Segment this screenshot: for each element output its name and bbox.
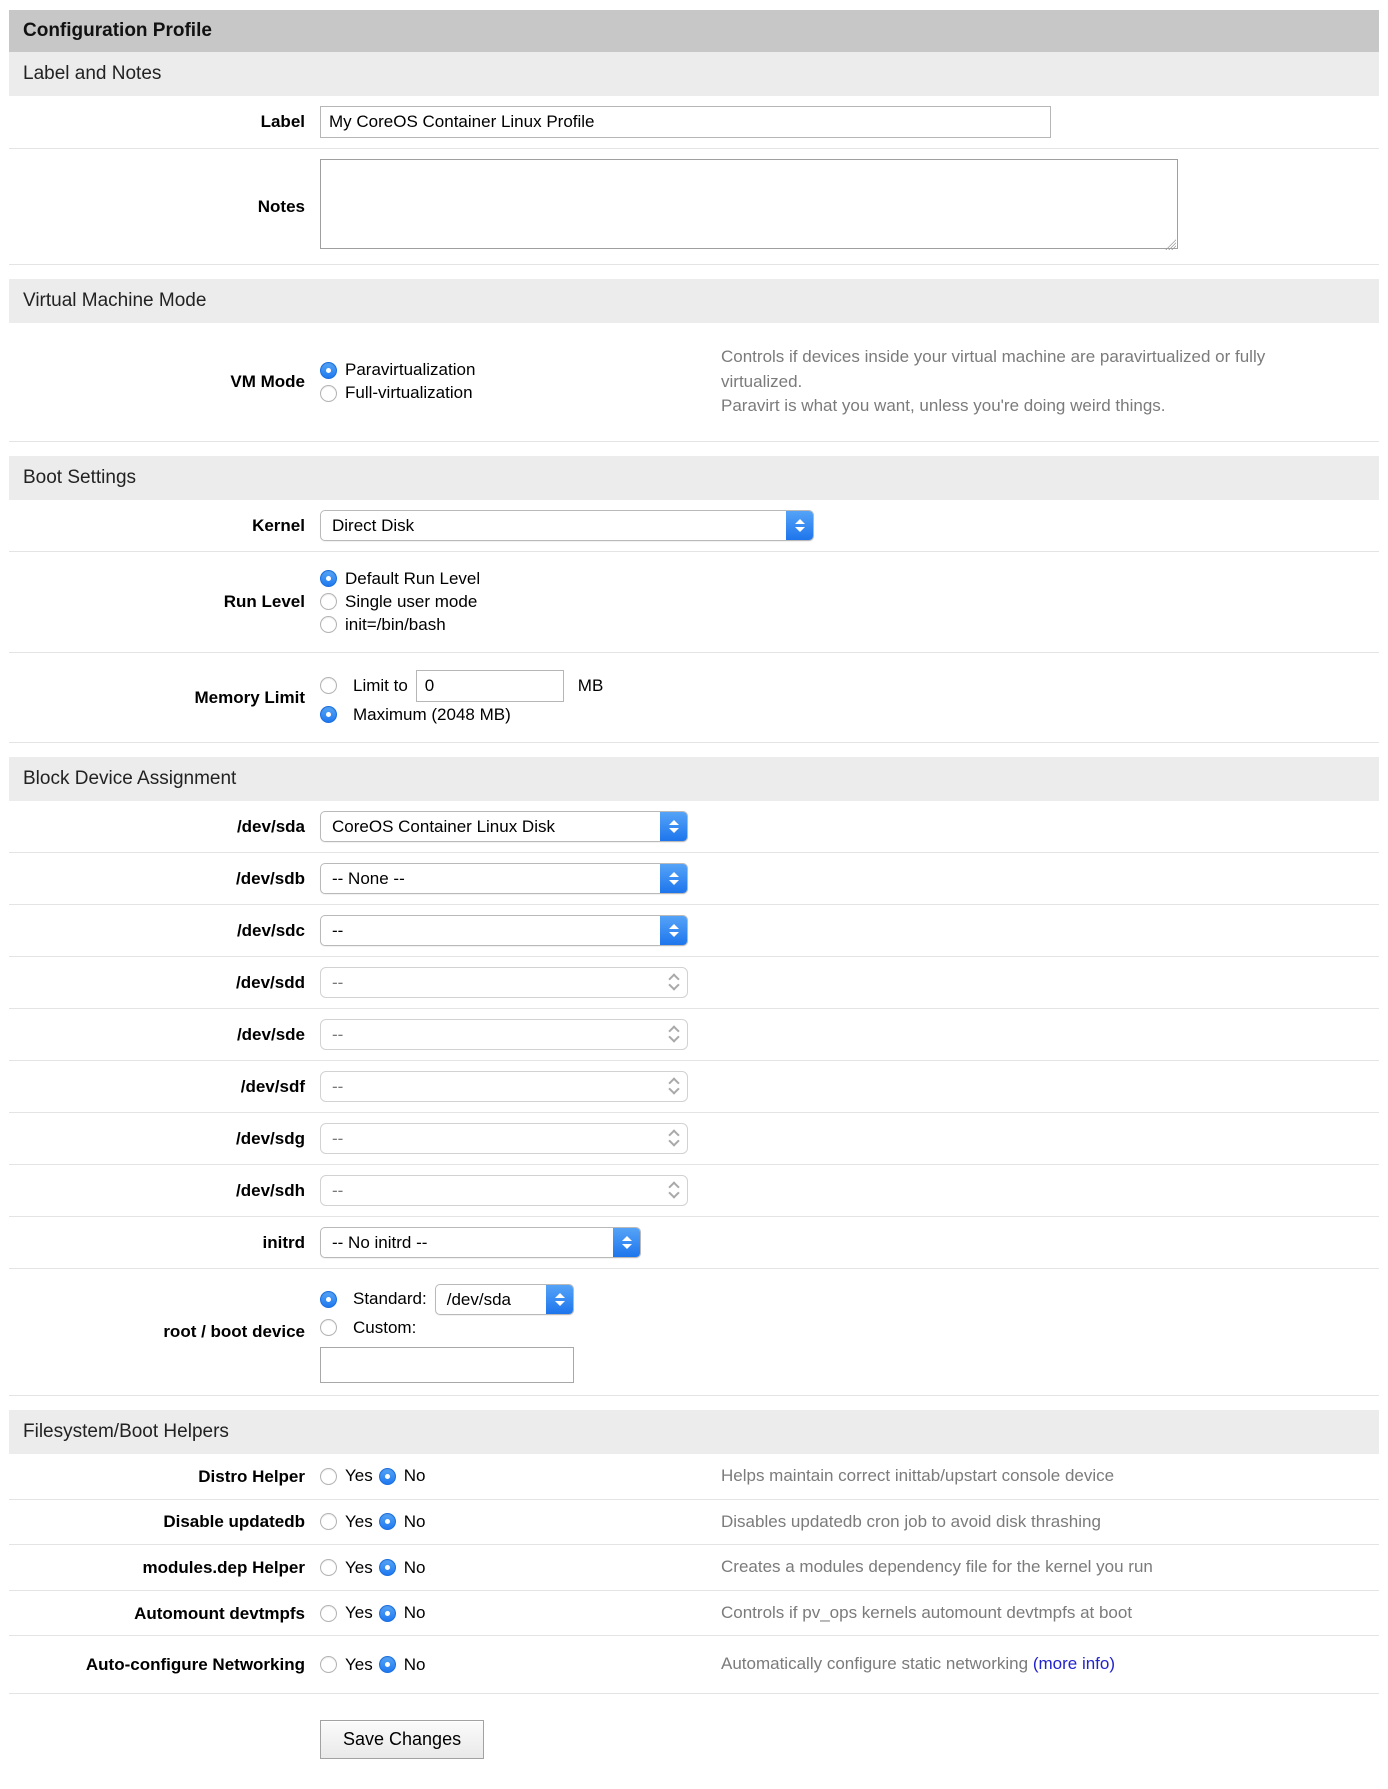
root-boot-device-label: root / boot device xyxy=(163,1322,305,1342)
no-label: No xyxy=(403,1603,426,1623)
automount-yes-radio[interactable] xyxy=(320,1605,337,1622)
label-row xyxy=(9,96,1379,149)
disable-updatedb-row xyxy=(9,1500,1379,1546)
label-field-label: Label xyxy=(260,112,305,132)
maximum-memory-label: Maximum (2048 MB) xyxy=(353,704,511,724)
no-label: No xyxy=(403,1557,426,1577)
device-row-sdh xyxy=(9,1165,1379,1217)
page-title: Configuration Profile xyxy=(9,10,1379,52)
device-row-sdb xyxy=(9,853,1379,905)
disable-updatedb-yes-radio[interactable] xyxy=(320,1513,337,1530)
kernel-label: Kernel xyxy=(252,515,305,535)
standard-root-select-value: /dev/sda xyxy=(446,1289,511,1309)
section-title-vm-mode: Virtual Machine Mode xyxy=(9,279,1379,323)
section-title-boot-settings: Boot Settings xyxy=(9,456,1379,500)
notes-field-label: Notes xyxy=(257,196,305,216)
dev-sdb-select[interactable] xyxy=(320,863,688,894)
distro-helper-yes-radio[interactable] xyxy=(320,1468,337,1485)
save-bar xyxy=(9,1720,1379,1759)
section-title-helpers: Filesystem/Boot Helpers xyxy=(9,1410,1379,1454)
dev-sdg-select[interactable] xyxy=(320,1123,688,1154)
dev-sda-select-value: CoreOS Container Linux Disk xyxy=(332,816,555,836)
disable-updatedb-no-radio[interactable] xyxy=(379,1513,396,1530)
custom-root-radio[interactable] xyxy=(320,1319,337,1336)
automount-devtmpfs-label: Automount devtmpfs xyxy=(134,1603,305,1623)
auto-configure-networking-label: Auto-configure Networking xyxy=(85,1655,305,1675)
section-title-label-and-notes: Label and Notes xyxy=(9,52,1379,96)
default-run-level-label: Default Run Level xyxy=(345,568,481,588)
dev-sde-label: /dev/sde xyxy=(236,1024,305,1044)
root-boot-device-row xyxy=(9,1269,1379,1396)
section-block-devices xyxy=(9,757,1379,1396)
dev-sdc-label: /dev/sdc xyxy=(236,920,305,940)
paravirtualization-label: Paravirtualization xyxy=(345,360,476,380)
distro-helper-row xyxy=(9,1454,1379,1500)
full-virtualization-label: Full-virtualization xyxy=(345,383,473,403)
memory-unit-label: MB xyxy=(577,675,604,695)
save-changes-button[interactable]: Save Changes xyxy=(320,1720,484,1759)
select-arrows-icon xyxy=(670,1020,678,1049)
select-arrows-icon xyxy=(660,863,688,894)
dev-sde-select[interactable] xyxy=(320,1019,688,1050)
init-bin-bash-label: init=/bin/bash xyxy=(345,614,446,634)
select-arrows-icon xyxy=(786,510,814,541)
no-label: No xyxy=(403,1466,426,1486)
auto-configure-no-radio[interactable] xyxy=(379,1656,396,1673)
custom-root-input[interactable] xyxy=(320,1347,574,1383)
dev-sdd-select-value: -- xyxy=(332,972,344,992)
single-user-mode-label: Single user mode xyxy=(345,591,478,611)
vm-mode-help-line2: Paravirt is what you want, unless you're doing weird things. xyxy=(721,396,1166,416)
dev-sdc-select-value: -- xyxy=(332,920,344,940)
vm-mode-label: VM Mode xyxy=(230,372,305,392)
custom-root-label: Custom: xyxy=(353,1317,417,1337)
select-arrows-icon xyxy=(670,968,678,997)
limit-to-label: Limit to xyxy=(353,675,408,695)
select-arrows-icon xyxy=(546,1284,574,1315)
more-info-link[interactable]: (more info) xyxy=(1032,1654,1116,1674)
distro-helper-help: Helps maintain correct inittab/upstart console device xyxy=(721,1465,1115,1485)
modules-dep-yes-radio[interactable] xyxy=(320,1559,337,1576)
initrd-select-value: -- No initrd -- xyxy=(332,1232,428,1252)
select-arrows-icon xyxy=(660,811,688,842)
standard-root-label: Standard: xyxy=(353,1289,427,1309)
section-boot-settings xyxy=(9,456,1379,743)
run-level-label: Run Level xyxy=(223,592,305,612)
section-title-block-devices: Block Device Assignment xyxy=(9,757,1379,801)
memory-limit-label: Memory Limit xyxy=(194,687,305,707)
modules-dep-helper-label: modules.dep Helper xyxy=(142,1557,305,1577)
modules-dep-helper-row xyxy=(9,1545,1379,1591)
yes-label: Yes xyxy=(345,1603,373,1623)
dev-sdb-label: /dev/sdb xyxy=(236,868,305,888)
select-arrows-icon xyxy=(660,915,688,946)
select-arrows-icon xyxy=(670,1176,678,1205)
standard-root-radio[interactable] xyxy=(320,1291,337,1308)
default-run-level-radio[interactable] xyxy=(320,570,337,587)
dev-sdf-label: /dev/sdf xyxy=(240,1076,305,1096)
paravirtualization-radio[interactable] xyxy=(320,362,337,379)
notes-row xyxy=(9,149,1379,265)
select-arrows-icon xyxy=(670,1124,678,1153)
dev-sdh-label: /dev/sdh xyxy=(236,1180,305,1200)
memory-limit-row xyxy=(9,653,1379,743)
dev-sdh-select[interactable] xyxy=(320,1175,688,1206)
distro-helper-no-radio[interactable] xyxy=(379,1468,396,1485)
dev-sdg-label: /dev/sdg xyxy=(236,1128,305,1148)
modules-dep-help: Creates a modules dependency file for the kernel you run xyxy=(721,1557,1153,1577)
yes-label: Yes xyxy=(345,1511,373,1531)
dev-sdh-select-value: -- xyxy=(332,1180,344,1200)
device-row-sdd xyxy=(9,957,1379,1009)
standard-root-select[interactable] xyxy=(435,1284,574,1315)
dev-sdb-select-value: -- None -- xyxy=(332,868,405,888)
dev-sda-label: /dev/sda xyxy=(236,816,305,836)
auto-configure-yes-radio[interactable] xyxy=(320,1656,337,1673)
automount-devtmpfs-help: Controls if pv_ops kernels automount devtmpfs at boot xyxy=(721,1602,1133,1622)
dev-sdg-select-value: -- xyxy=(332,1128,344,1148)
select-arrows-icon xyxy=(670,1072,678,1101)
device-row-sda xyxy=(9,801,1379,853)
yes-label: Yes xyxy=(345,1654,373,1674)
automount-no-radio[interactable] xyxy=(379,1605,396,1622)
kernel-select[interactable] xyxy=(320,510,814,541)
auto-configure-networking-row xyxy=(9,1636,1379,1694)
vm-mode-row xyxy=(9,323,1379,442)
dev-sdd-select[interactable] xyxy=(320,967,688,998)
initrd-label: initrd xyxy=(262,1232,305,1252)
distro-helper-label: Distro Helper xyxy=(198,1466,305,1486)
run-level-row xyxy=(9,552,1379,653)
auto-configure-networking-help xyxy=(721,1652,1379,1677)
dev-sdf-select-value: -- xyxy=(332,1076,344,1096)
limit-to-radio[interactable] xyxy=(320,677,337,694)
dev-sde-select-value: -- xyxy=(332,1024,344,1044)
automount-devtmpfs-row xyxy=(9,1591,1379,1637)
no-label: No xyxy=(403,1511,426,1531)
single-user-mode-radio[interactable] xyxy=(320,593,337,610)
vm-mode-help xyxy=(721,345,1379,419)
yes-label: Yes xyxy=(345,1557,373,1577)
vm-mode-help-line1: Controls if devices inside your virtual machine are paravirtualized or fully virtualized. xyxy=(721,347,1266,391)
kernel-row xyxy=(9,500,1379,552)
dev-sdf-select[interactable] xyxy=(320,1071,688,1102)
maximum-memory-radio[interactable] xyxy=(320,706,337,723)
section-label-and-notes xyxy=(9,52,1379,265)
device-row-sdg xyxy=(9,1113,1379,1165)
notes-textarea[interactable] xyxy=(320,159,1178,249)
auto-configure-help-text: Automatically configure static networking xyxy=(721,1654,1029,1674)
section-vm-mode xyxy=(9,279,1379,442)
no-label: No xyxy=(403,1654,426,1674)
full-virtualization-radio[interactable] xyxy=(320,385,337,402)
device-row-sdc xyxy=(9,905,1379,957)
memory-limit-input[interactable] xyxy=(416,670,564,702)
dev-sda-select[interactable] xyxy=(320,811,688,842)
device-row-sde xyxy=(9,1009,1379,1061)
init-bin-bash-radio[interactable] xyxy=(320,616,337,633)
initrd-row xyxy=(9,1217,1379,1269)
disable-updatedb-label: Disable updatedb xyxy=(163,1512,305,1532)
dev-sdd-label: /dev/sdd xyxy=(236,972,305,992)
modules-dep-no-radio[interactable] xyxy=(379,1559,396,1576)
label-input[interactable] xyxy=(320,106,1051,138)
kernel-select-value: Direct Disk xyxy=(332,515,415,535)
disable-updatedb-help: Disables updatedb cron job to avoid disk thrashing xyxy=(721,1511,1101,1531)
dev-sdc-select[interactable] xyxy=(320,915,688,946)
device-row-sdf xyxy=(9,1061,1379,1113)
select-arrows-icon xyxy=(613,1227,641,1258)
section-filesystem-boot-helpers xyxy=(9,1410,1379,1694)
initrd-select[interactable] xyxy=(320,1227,641,1258)
yes-label: Yes xyxy=(345,1466,373,1486)
textarea-resize-handle[interactable] xyxy=(1165,239,1176,250)
